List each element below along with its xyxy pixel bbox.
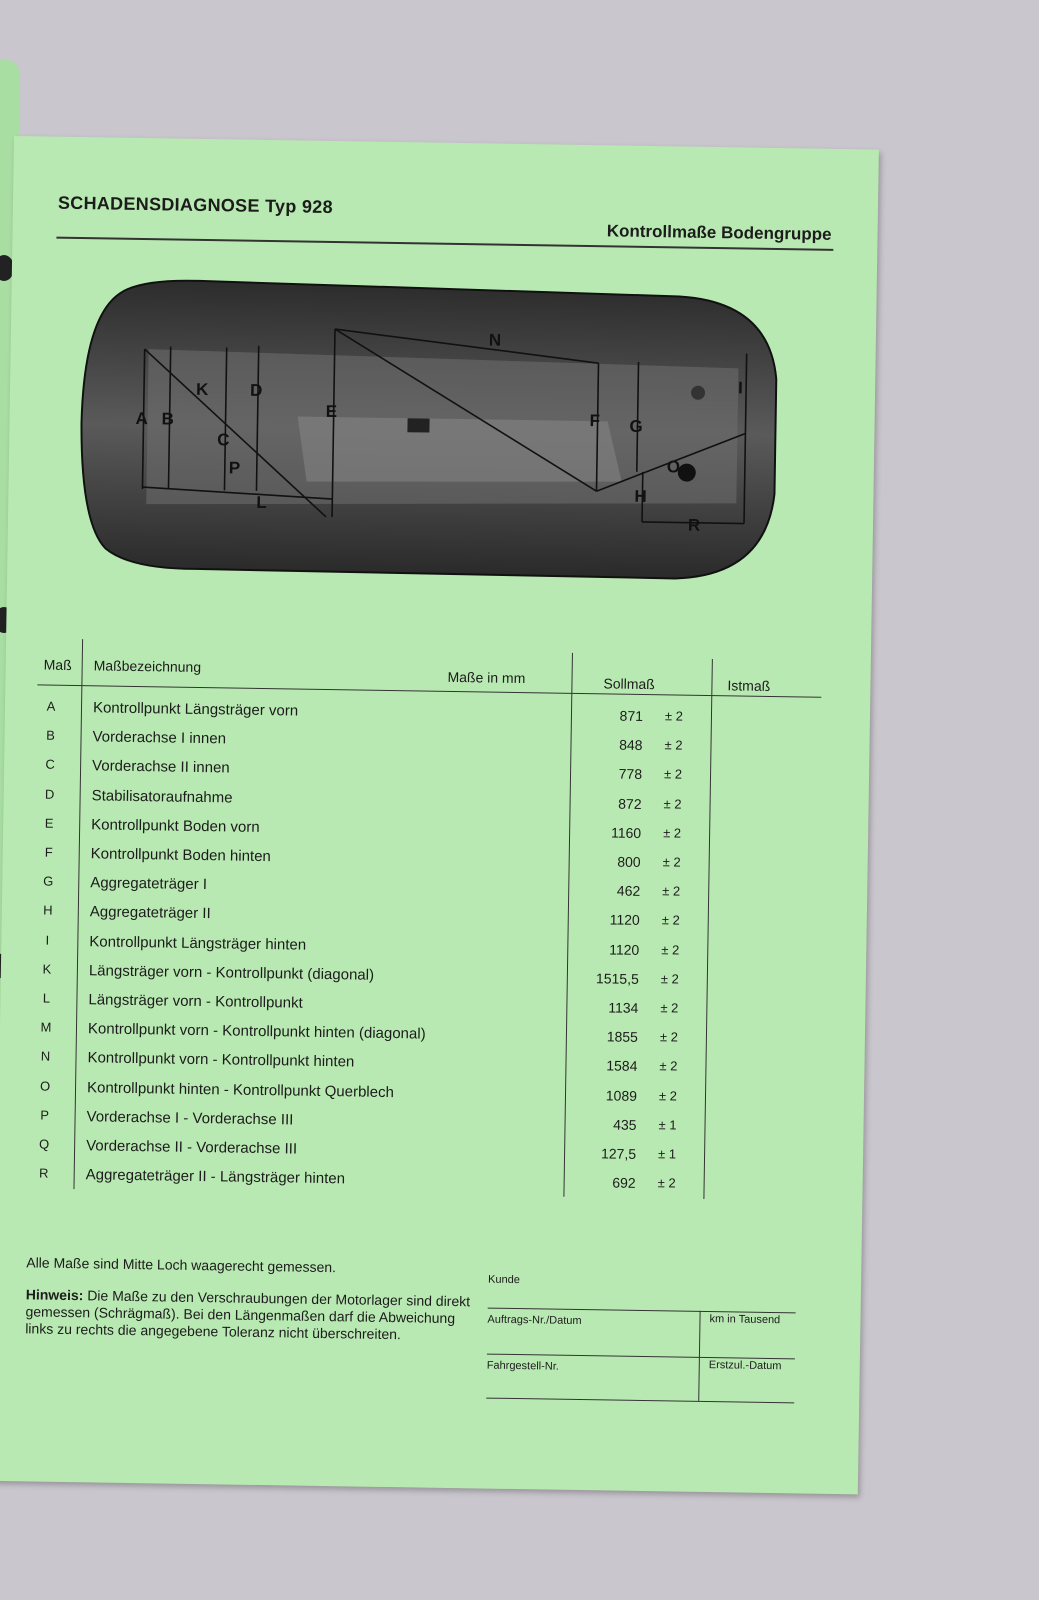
row-letter: O	[39, 1078, 51, 1094]
row-description: Kontrollpunkt Längsträger hinten	[89, 932, 307, 954]
row-description: Vorderachse II - Vorderachse III	[86, 1137, 298, 1158]
row-letter: H	[43, 902, 53, 919]
row-tolerance: ± 2	[659, 1058, 678, 1074]
dim-label-h: H	[634, 486, 647, 506]
row-letter: E	[44, 815, 54, 831]
dim-label-e: E	[325, 401, 338, 422]
row-description: Kontrollpunkt hinten - Kontrollpunkt Querblech	[86, 1078, 395, 1101]
row-tolerance: ± 2	[660, 971, 679, 987]
form-rule	[486, 1398, 794, 1404]
row-letter: P	[40, 1107, 50, 1123]
row-tolerance: ± 2	[661, 912, 680, 928]
row-sollmass-value: 1515,5	[595, 970, 639, 987]
header-masse-mm: Maße in mm	[447, 668, 526, 687]
row-sollmass-value: 462	[616, 882, 641, 900]
row-letter: C	[45, 756, 55, 773]
form-label-kunde: Kunde	[488, 1273, 520, 1287]
row-letter: N	[40, 1048, 51, 1065]
dim-label-o: O	[666, 457, 681, 477]
row-tolerance: ± 2	[657, 1175, 676, 1191]
row-letter: F	[44, 844, 53, 860]
header-istmass: Istmaß	[727, 677, 771, 694]
header-mass: Maß	[43, 656, 72, 673]
row-tolerance: ± 2	[661, 941, 680, 958]
row-description: Stabilisatoraufnahme	[91, 786, 233, 807]
row-tolerance: ± 2	[660, 1000, 679, 1016]
row-description: Vorderachse II innen	[91, 757, 230, 777]
row-letter: G	[43, 873, 54, 889]
customer-form	[486, 1274, 798, 1419]
row-sollmass-value: 1134	[608, 999, 639, 1016]
row-tolerance: ± 1	[657, 1146, 677, 1162]
measure-note: Alle Maße sind Mitte Loch waagerecht gemessen.	[26, 1254, 337, 1276]
form-rule	[487, 1354, 795, 1360]
hinweis-label: Hinweis:	[25, 1286, 84, 1304]
row-letter: M	[40, 1019, 52, 1035]
dim-label-n: N	[488, 330, 502, 350]
manual-page	[0, 136, 879, 1494]
hinweis-text: Die Maße zu den Verschraubungen der Motorlager sind direkt gemessen (Schrägmaß). Bei den Längenmaßen darf die Abweichung links zu rechts die angegebene Toleranz nicht überschreiten.	[25, 1287, 471, 1343]
measurements-table	[29, 638, 822, 1210]
dim-label-l: L	[256, 492, 267, 513]
row-tolerance: ± 2	[663, 825, 682, 841]
row-letter: B	[46, 727, 56, 743]
form-label-erstzul: Erstzul.-Datum	[708, 1359, 782, 1373]
row-tolerance: ± 2	[663, 766, 683, 782]
row-letter: D	[44, 786, 55, 802]
row-sollmass-value: 871	[619, 707, 644, 724]
row-letter: Q	[38, 1136, 50, 1152]
row-sollmass-value: 1584	[606, 1057, 638, 1075]
form-divider	[698, 1311, 700, 1401]
row-tolerance: ± 2	[659, 1029, 679, 1045]
row-sollmass-value: 1089	[605, 1087, 638, 1104]
row-sollmass-value: 1120	[609, 911, 640, 929]
row-sollmass-value: 872	[618, 795, 642, 812]
row-letter: K	[42, 961, 52, 977]
row-sollmass-value: 1855	[606, 1028, 639, 1046]
row-letter: A	[46, 698, 56, 714]
header-bezeichnung: Maßbezeichnung	[93, 657, 202, 676]
dim-label-k: K	[195, 379, 209, 400]
row-description: Kontrollpunkt Längsträger vorn	[92, 699, 299, 720]
section-title: Kontrollmaße Bodengruppe	[606, 221, 832, 244]
row-tolerance: ± 2	[658, 1087, 678, 1104]
underbody-diagram	[75, 273, 780, 584]
row-description: Längsträger vorn - Kontrollpunkt	[88, 991, 303, 1012]
dim-label-d: D	[249, 380, 263, 400]
dim-label-b: B	[161, 409, 175, 429]
row-description: Kontrollpunkt vorn - Kontrollpunkt hinten	[87, 1049, 355, 1071]
header-sollmass: Sollmaß	[603, 675, 655, 693]
row-sollmass-value: 1120	[609, 941, 640, 958]
dim-label-f: F	[589, 411, 601, 431]
dim-label-p: P	[228, 458, 241, 478]
row-sollmass-value: 127,5	[600, 1145, 637, 1162]
row-description: Aggregateträger II	[89, 903, 211, 923]
row-description: Kontrollpunkt vorn - Kontrollpunkt hinten (diagonal)	[87, 1020, 426, 1043]
row-sollmass-value: 848	[619, 736, 643, 754]
row-tolerance: ± 2	[662, 883, 681, 899]
row-description: Aggregateträger I	[90, 874, 208, 894]
row-sollmass-value: 800	[617, 853, 641, 870]
row-description: Vorderachse I innen	[92, 728, 227, 748]
row-description: Kontrollpunkt Boden vorn	[91, 816, 260, 836]
row-letter: L	[42, 990, 51, 1006]
form-label-auftrag: Auftrags-Nr./Datum	[487, 1313, 582, 1328]
row-tolerance: ± 2	[664, 737, 683, 753]
row-tolerance: ± 2	[662, 854, 681, 870]
hinweis-note	[25, 1286, 486, 1344]
row-tolerance: ± 1	[658, 1117, 677, 1133]
notes-block	[25, 1254, 486, 1359]
form-label-km: km in Tausend	[709, 1313, 781, 1327]
row-description: Längsträger vorn - Kontrollpunkt (diagonal)	[88, 962, 375, 984]
row-description: Kontrollpunkt Boden hinten	[90, 845, 271, 866]
row-tolerance: ± 2	[664, 708, 684, 724]
row-tolerance: ± 2	[663, 795, 682, 812]
table-header-rule	[37, 684, 821, 697]
dim-label-g: G	[629, 416, 643, 436]
row-sollmass-value: 692	[612, 1174, 636, 1192]
row-description: Aggregateträger II - Längsträger hinten	[85, 1166, 346, 1188]
row-sollmass-value: 778	[618, 765, 643, 783]
form-label-fahrgestell: Fahrgestell-Nr.	[486, 1359, 559, 1373]
row-sollmass-value: 435	[613, 1116, 637, 1133]
dim-label-c: C	[217, 430, 230, 450]
row-sollmass-value: 1160	[610, 824, 642, 841]
row-description: Vorderachse I - Vorderachse III	[86, 1108, 294, 1129]
document-title: SCHADENSDIAGNOSE Typ 928	[57, 192, 334, 218]
dim-label-i: I	[737, 378, 744, 398]
row-letter: I	[45, 932, 50, 948]
dim-label-r: R	[687, 515, 701, 535]
form-rule	[488, 1308, 796, 1314]
row-letter: R	[38, 1165, 49, 1181]
dim-label-a: A	[135, 408, 149, 429]
